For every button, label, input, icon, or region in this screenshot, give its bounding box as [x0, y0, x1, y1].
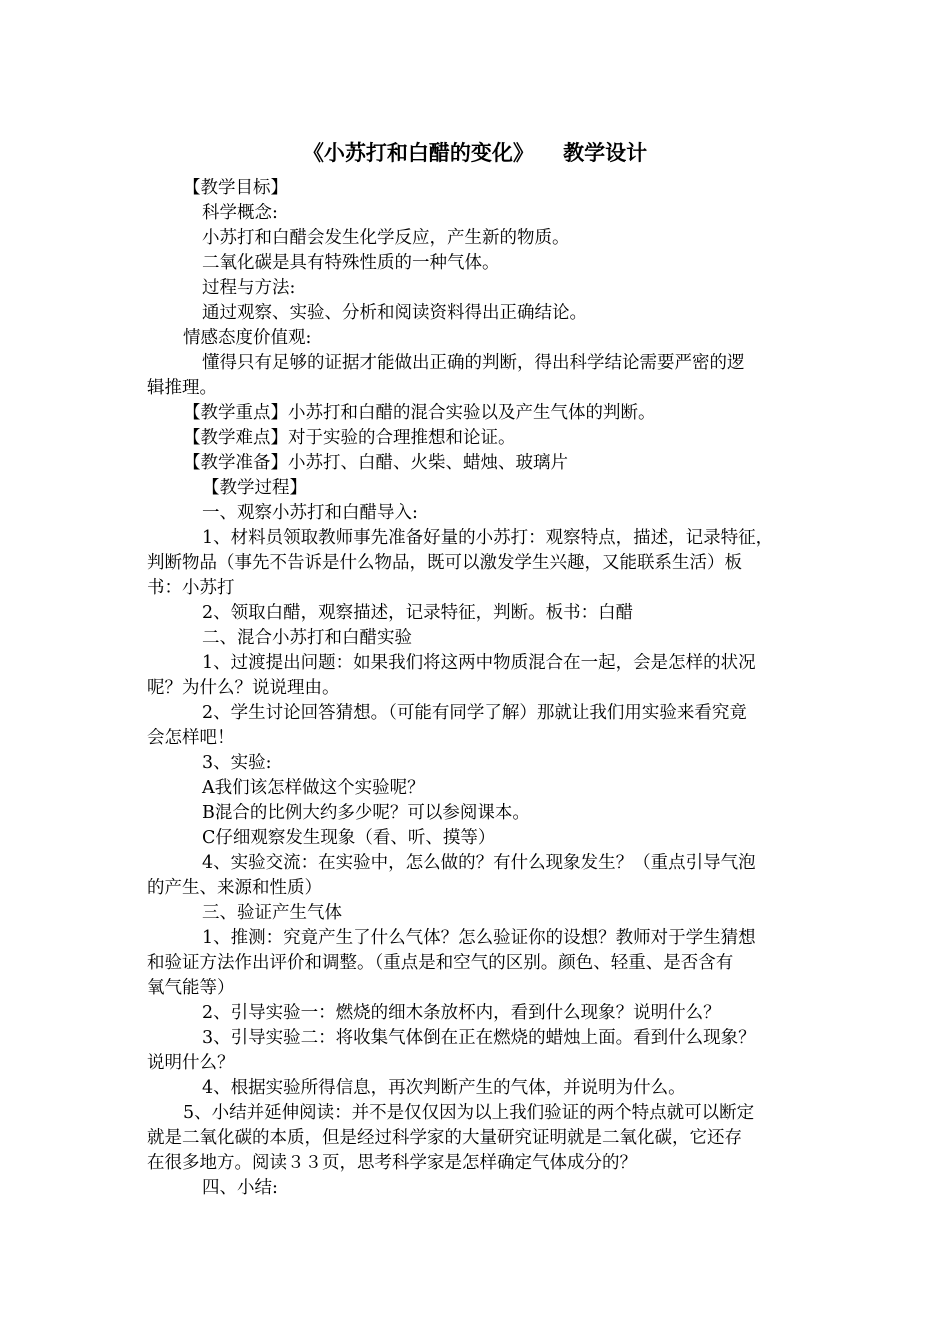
- paragraph-line: 氧气能等）: [147, 978, 235, 998]
- paragraph-line: 1、材料员领取教师事先准备好量的小苏打：观察特点，描述，记录特征，: [202, 528, 774, 548]
- list-item: A我们该怎样做这个实验呢？: [202, 778, 425, 798]
- paragraph-line: 判断物品（事先不告诉是什么物品，既可以激发学生兴趣，又能联系生活）板: [147, 553, 742, 573]
- paragraph-line: 呢？为什么？说说理由。: [147, 678, 340, 698]
- document-title: 《小苏打和白醋的变化》 教学设计: [302, 140, 648, 165]
- list-item: C仔细观察发生现象（看、听、摸等）: [202, 828, 496, 848]
- section-teaching-key-points: 【教学重点】小苏打和白醋的混合实验以及产生气体的判断。: [183, 403, 656, 423]
- list-item: B混合的比例大约多少呢？可以参阅课本。: [202, 803, 530, 823]
- paragraph-line: 辑推理。: [147, 378, 217, 398]
- paragraph-line: 2、学生讨论回答猜想。（可能有同学了解）那就让我们用实验来看究竟: [202, 703, 747, 723]
- paragraph-line: 的产生、来源和性质）: [147, 878, 322, 898]
- subheading-process-method: 过程与方法:: [202, 278, 296, 298]
- subheading-attitude-values: 情感态度价值观:: [183, 328, 312, 348]
- section-teaching-difficulties: 【教学难点】对于实验的合理推想和论证。: [183, 428, 516, 448]
- paragraph-line: 1、过渡提出问题：如果我们将这两中物质混合在一起，会是怎样的状况: [202, 653, 756, 673]
- paragraph-line: 2、引导实验一：燃烧的细木条放杯内，看到什么现象？说明什么？: [202, 1003, 721, 1023]
- paragraph-line: 4、实验交流：在实验中，怎么做的？有什么现象发生？（重点引导气泡: [202, 853, 756, 873]
- paragraph-line: 通过观察、实验、分析和阅读资料得出正确结论。: [202, 303, 587, 323]
- paragraph-line: 书：小苏打: [147, 578, 235, 598]
- paragraph-line: 在很多地方。阅读３３页，思考科学家是怎样确定气体成分的？: [147, 1153, 637, 1173]
- paragraph-line: 4、根据实验所得信息，再次判断产生的气体，并说明为什么。: [202, 1078, 686, 1098]
- paragraph-line: 1、推测：究竟产生了什么气体？怎么验证你的设想？教师对于学生猜想: [202, 928, 756, 948]
- subheading-part-four: 四、小结:: [202, 1178, 278, 1198]
- paragraph-line: 3、实验:: [202, 753, 272, 773]
- paragraph-line: 3、引导实验二：将收集气体倒在正在燃烧的蜡烛上面。看到什么现象？: [202, 1028, 756, 1048]
- section-heading-teaching-process: 【教学过程】: [202, 478, 307, 498]
- paragraph-line: 就是二氧化碳的本质，但是经过科学家的大量研究证明就是二氧化碳，它还存: [147, 1128, 742, 1148]
- paragraph-line: 和验证方法作出评价和调整。（重点是和空气的区别。颜色、轻重、是否含有: [147, 953, 734, 973]
- paragraph-line: 二氧化碳是具有特殊性质的一种气体。: [202, 253, 500, 273]
- subheading-part-one: 一、观察小苏打和白醋导入:: [202, 503, 418, 523]
- section-teaching-preparation: 【教学准备】小苏打、白醋、火柴、蜡烛、玻璃片: [183, 453, 568, 473]
- paragraph-line: 2、领取白醋，观察描述，记录特征，判断。板书：白醋: [202, 603, 634, 623]
- section-heading-teaching-goals: 【教学目标】: [183, 178, 288, 198]
- subheading-part-three: 三、验证产生气体: [202, 903, 342, 923]
- subheading-science-concept: 科学概念:: [202, 203, 278, 223]
- paragraph-line: 会怎样吧！: [147, 728, 235, 748]
- paragraph-line: 懂得只有足够的证据才能做出正确的判断，得出科学结论需要严密的逻: [202, 353, 745, 373]
- subheading-part-two: 二、混合小苏打和白醋实验: [202, 628, 412, 648]
- paragraph-line: 小苏打和白醋会发生化学反应，产生新的物质。: [202, 228, 570, 248]
- paragraph-line: 5、小结并延伸阅读：并不是仅仅因为以上我们验证的两个特点就可以断定: [183, 1103, 755, 1123]
- paragraph-line: 说明什么？: [147, 1053, 235, 1073]
